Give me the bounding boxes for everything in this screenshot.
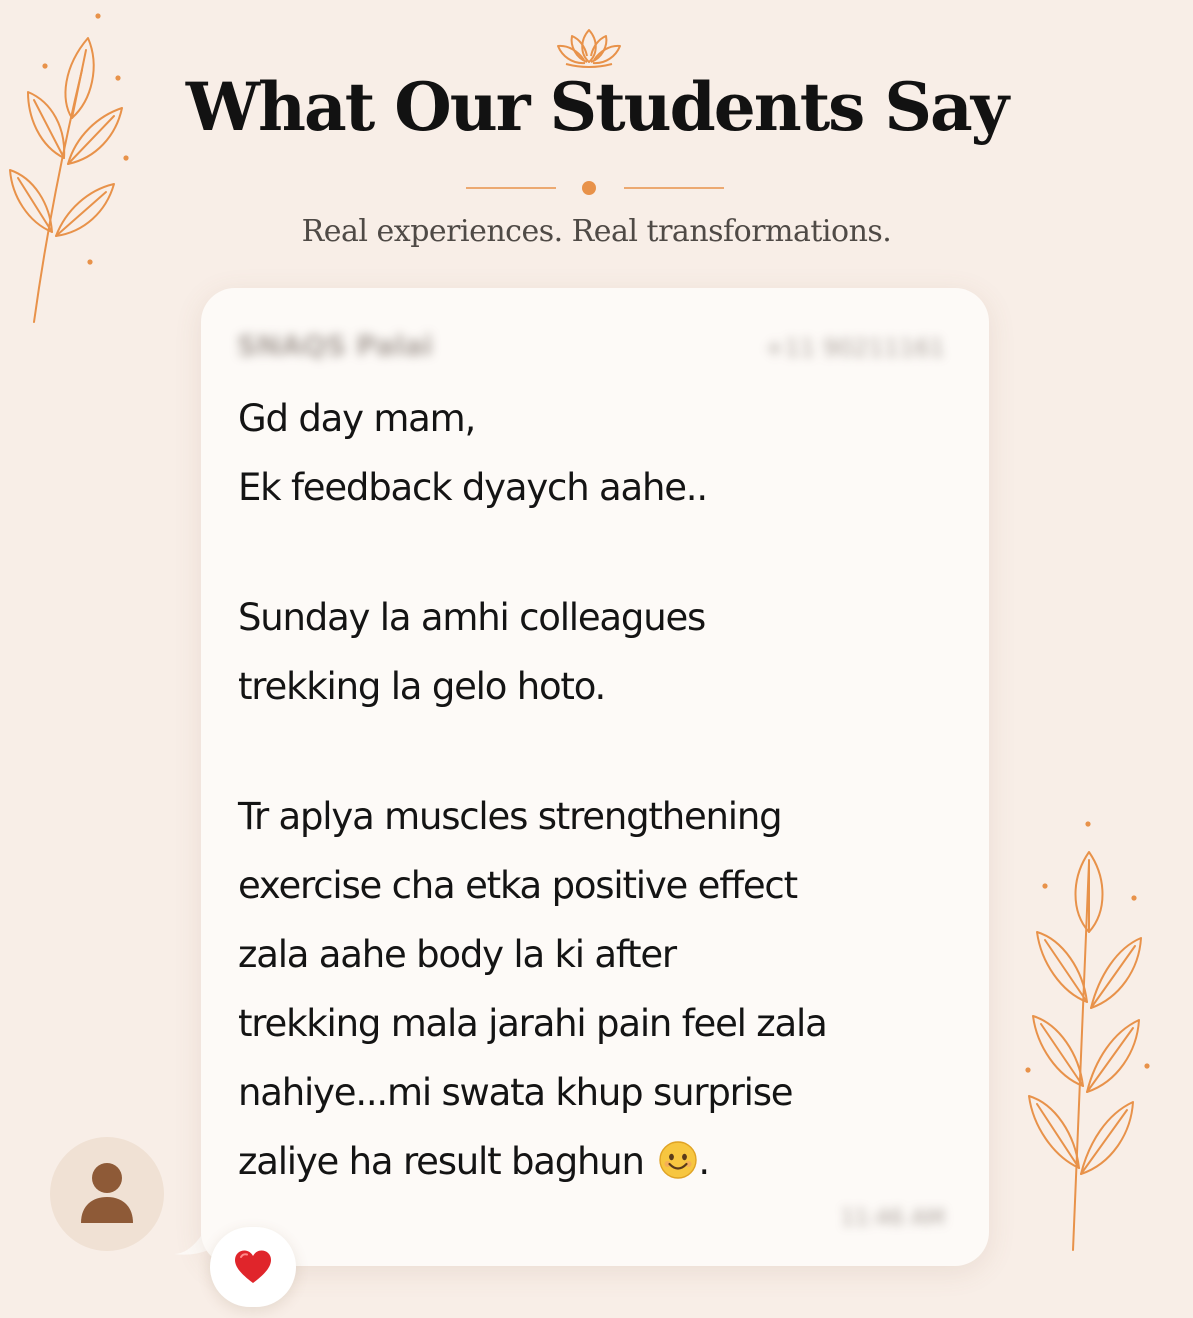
page-title: What Our Students Say bbox=[185, 68, 1008, 146]
message-line: trekking mala jarahi pain feel zala bbox=[238, 1002, 827, 1045]
reaction-badge[interactable] bbox=[210, 1227, 296, 1307]
message-line: Sunday la amhi colleagues bbox=[238, 596, 706, 639]
page-subtitle: Real experiences. Real transformations. bbox=[301, 214, 892, 249]
message-line-end: . bbox=[698, 1140, 709, 1183]
leaf-sprig-icon bbox=[0, 0, 140, 330]
message-line: Tr aplya muscles strengthening bbox=[238, 795, 782, 838]
message-body bbox=[238, 384, 958, 1196]
smiling-face-icon bbox=[658, 1140, 698, 1180]
lotus-icon bbox=[554, 24, 624, 68]
message-line: trekking la gelo hoto. bbox=[238, 665, 606, 708]
message-time: 11:46 AM bbox=[840, 1206, 945, 1231]
avatar bbox=[50, 1137, 164, 1251]
leaf-sprig-icon bbox=[1015, 812, 1165, 1257]
message-line: exercise cha etka positive effect bbox=[238, 864, 797, 907]
message-line: zala aahe body la ki after bbox=[238, 933, 676, 976]
heart-icon bbox=[233, 1249, 273, 1285]
message-line-last bbox=[238, 1127, 958, 1196]
message-line: Gd day mam, bbox=[238, 397, 476, 440]
sender-name: SNAQS Palai bbox=[237, 329, 433, 362]
sender-phone: +11 90211161 bbox=[764, 334, 945, 362]
message-line: nahiye...mi swata khup surprise bbox=[238, 1071, 793, 1114]
message-line: Ek feedback dyaych aahe.. bbox=[238, 466, 707, 509]
testimonial-chat-bubble bbox=[201, 288, 989, 1266]
title-divider bbox=[460, 176, 730, 200]
person-icon bbox=[77, 1161, 137, 1227]
message-line-text: zaliye ha result baghun bbox=[238, 1140, 644, 1183]
